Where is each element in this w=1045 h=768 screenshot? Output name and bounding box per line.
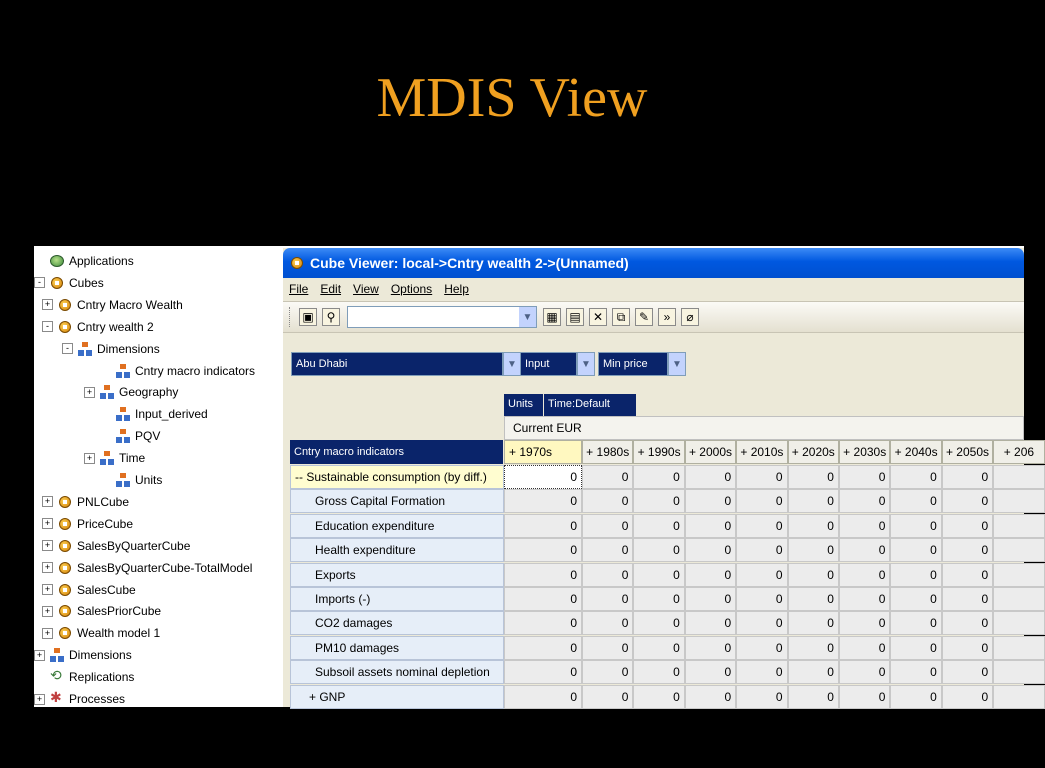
dimension-icon xyxy=(99,384,115,400)
processes-icon xyxy=(49,691,65,707)
dimension-filters xyxy=(283,334,1024,394)
data-cell[interactable]: 0 xyxy=(890,538,941,562)
data-cell[interactable]: 0 xyxy=(839,538,890,562)
data-cell[interactable]: 0 xyxy=(582,636,633,660)
menu-bar xyxy=(283,278,1024,300)
dimension-icon xyxy=(115,472,131,488)
data-cell[interactable]: 0 xyxy=(942,611,993,635)
column-header[interactable]: + 206 xyxy=(993,440,1044,464)
cube-viewer-window xyxy=(283,248,1035,707)
view-select[interactable] xyxy=(347,306,537,328)
collapse-icon[interactable]: - xyxy=(34,277,45,288)
expand-icon[interactable]: + xyxy=(42,584,53,595)
data-cell[interactable]: 0 xyxy=(504,465,582,489)
units-dimension-header[interactable]: Units xyxy=(504,394,544,416)
data-cell[interactable]: 0 xyxy=(839,685,890,709)
data-cell[interactable]: 0 xyxy=(685,563,736,587)
data-cell[interactable]: 0 xyxy=(942,587,993,611)
tree-item-label: Applications xyxy=(69,254,134,268)
cube-icon xyxy=(57,560,73,576)
tree-item[interactable] xyxy=(42,514,133,534)
data-cell[interactable]: 0 xyxy=(504,660,582,684)
data-cell[interactable]: 0 xyxy=(582,685,633,709)
tree-item[interactable] xyxy=(34,689,125,709)
tree-item[interactable] xyxy=(42,492,129,512)
data-cell[interactable] xyxy=(993,611,1044,635)
repository-tree xyxy=(34,246,282,707)
expand-icon[interactable]: + xyxy=(42,540,53,551)
save-view-icon[interactable]: ▣ xyxy=(299,308,317,326)
row-header[interactable]: Gross Capital Formation xyxy=(290,489,504,513)
data-cell[interactable]: 0 xyxy=(582,489,633,513)
tree-item[interactable] xyxy=(100,426,160,446)
expand-icon[interactable]: + xyxy=(34,650,45,661)
menu-edit[interactable]: Edit xyxy=(320,282,342,296)
data-cell[interactable]: 0 xyxy=(839,587,890,611)
data-cell[interactable]: 0 xyxy=(839,563,890,587)
data-cell[interactable]: 0 xyxy=(685,587,736,611)
column-header[interactable]: + 2050s xyxy=(942,440,993,464)
row-header[interactable]: Subsoil assets nominal depletion xyxy=(290,660,504,684)
tree-item-label: Time xyxy=(119,451,146,466)
row-header[interactable]: Health expenditure xyxy=(290,538,504,562)
menu-options[interactable]: Options xyxy=(390,282,433,296)
data-cell[interactable]: 0 xyxy=(890,636,941,660)
tree-item[interactable] xyxy=(42,623,160,643)
tree-item-label: PQV xyxy=(135,429,161,444)
data-cell[interactable]: 0 xyxy=(788,660,839,684)
data-cell[interactable]: 0 xyxy=(633,587,684,611)
tree-item[interactable] xyxy=(34,645,132,665)
grid-format-icon[interactable]: ▤ xyxy=(566,308,584,326)
chevron-down-icon[interactable]: ▼ xyxy=(503,352,521,376)
column-header[interactable]: + 1970s xyxy=(504,440,582,464)
data-cell[interactable] xyxy=(993,636,1044,660)
data-cell[interactable]: 0 xyxy=(839,636,890,660)
tree-item-label: Cntry Macro Wealth xyxy=(77,297,183,312)
expand-icon[interactable]: + xyxy=(84,387,95,398)
column-header[interactable]: + 2000s xyxy=(685,440,736,464)
tree-item-label: Cubes xyxy=(69,275,104,290)
data-cell[interactable]: 0 xyxy=(890,660,941,684)
expand-icon[interactable]: + xyxy=(42,299,53,310)
data-cell[interactable]: 0 xyxy=(633,489,684,513)
edit-note-icon[interactable]: ✎ xyxy=(635,308,653,326)
toolbar xyxy=(283,301,1024,333)
expand-icon[interactable]: + xyxy=(42,518,53,529)
data-cell[interactable]: 0 xyxy=(633,611,684,635)
data-cell[interactable]: 0 xyxy=(685,538,736,562)
row-header[interactable]: Education expenditure xyxy=(290,514,504,538)
data-cell[interactable]: 0 xyxy=(736,587,787,611)
column-header[interactable]: + 2020s xyxy=(788,440,839,464)
data-cell[interactable]: 0 xyxy=(788,465,839,489)
column-header[interactable]: + 1990s xyxy=(633,440,684,464)
cube-export-icon[interactable]: ⧉ xyxy=(612,308,630,326)
tree-item[interactable] xyxy=(42,601,161,621)
tree-item[interactable] xyxy=(62,339,160,359)
cube-icon xyxy=(57,538,73,554)
toolbar-grip-icon[interactable] xyxy=(289,307,293,327)
data-cell[interactable]: 0 xyxy=(582,660,633,684)
tree-item[interactable] xyxy=(100,404,208,424)
data-cell[interactable]: 0 xyxy=(890,489,941,513)
cube-icon xyxy=(57,297,73,313)
tree-item-label: Dimensions xyxy=(97,341,160,356)
data-cell[interactable]: 0 xyxy=(736,514,787,538)
data-cell[interactable]: 0 xyxy=(890,563,941,587)
dimension-icon xyxy=(77,341,93,357)
cube-icon xyxy=(57,494,73,510)
data-cell[interactable]: 0 xyxy=(633,538,684,562)
data-cell[interactable]: 0 xyxy=(788,563,839,587)
data-cell[interactable]: 0 xyxy=(685,611,736,635)
window-titlebar[interactable] xyxy=(283,248,1024,278)
data-cell[interactable]: 0 xyxy=(582,465,633,489)
tree-item-label: SalesByQuarterCube xyxy=(77,538,191,553)
row-header[interactable]: + GNP xyxy=(290,685,504,709)
dimension-icon xyxy=(49,647,65,663)
expand-icon[interactable]: + xyxy=(42,606,53,617)
data-cell[interactable]: 0 xyxy=(633,514,684,538)
tree-item-label: PNLCube xyxy=(77,494,130,509)
menu-help[interactable]: Help xyxy=(444,282,469,296)
data-cell[interactable]: 0 xyxy=(942,660,993,684)
collapse-icon[interactable]: - xyxy=(62,343,73,354)
tree-item-label: Wealth model 1 xyxy=(77,626,161,641)
data-cell[interactable]: 0 xyxy=(942,465,993,489)
column-header[interactable]: + 2010s xyxy=(736,440,787,464)
expand-icon[interactable]: + xyxy=(42,562,53,573)
data-cell[interactable]: 0 xyxy=(736,660,787,684)
data-cell[interactable]: 0 xyxy=(942,563,993,587)
cube-grid xyxy=(283,394,1035,707)
data-cell[interactable]: 0 xyxy=(685,465,736,489)
chevron-down-icon[interactable]: ▼ xyxy=(519,307,536,327)
tree-item[interactable] xyxy=(42,558,252,578)
find-view-icon[interactable]: ⚲ xyxy=(322,308,340,326)
data-cell[interactable]: 0 xyxy=(736,489,787,513)
tree-item-label: Cntry macro indicators xyxy=(135,363,256,378)
screenshot xyxy=(34,246,1035,707)
cube-icon xyxy=(57,582,73,598)
menu-file[interactable]: File xyxy=(289,282,309,296)
time-dimension-header[interactable]: Time:Default xyxy=(544,394,637,416)
data-cell[interactable]: 0 xyxy=(504,636,582,660)
unit-label: Current EUR xyxy=(504,416,1024,440)
tree-item[interactable] xyxy=(42,580,136,600)
data-cell[interactable]: 0 xyxy=(890,465,941,489)
dimension-icon xyxy=(115,428,131,444)
dimension-icon xyxy=(99,450,115,466)
tree-item[interactable] xyxy=(84,382,178,402)
data-cell[interactable]: 0 xyxy=(839,611,890,635)
data-cell[interactable]: 0 xyxy=(736,465,787,489)
data-cell[interactable]: 0 xyxy=(582,538,633,562)
data-cell[interactable] xyxy=(993,587,1044,611)
data-cell[interactable] xyxy=(993,489,1044,513)
tree-item[interactable] xyxy=(42,317,154,337)
cube-icon xyxy=(57,625,73,641)
tree-item-label: PriceCube xyxy=(77,516,134,531)
data-cell[interactable]: 0 xyxy=(839,514,890,538)
data-cell[interactable]: 0 xyxy=(685,636,736,660)
menu-view[interactable]: View xyxy=(353,282,379,296)
tree-item-label: SalesPriorCube xyxy=(77,604,162,619)
expand-icon[interactable]: + xyxy=(42,628,53,639)
data-cell[interactable]: 0 xyxy=(942,489,993,513)
data-cell[interactable]: 0 xyxy=(633,563,684,587)
expand-icon[interactable]: + xyxy=(84,453,95,464)
data-cell[interactable]: 0 xyxy=(788,685,839,709)
data-cell[interactable]: 0 xyxy=(942,685,993,709)
data-cell[interactable]: 0 xyxy=(633,636,684,660)
data-cell[interactable]: 0 xyxy=(736,611,787,635)
data-cell[interactable]: 0 xyxy=(736,636,787,660)
chevron-down-icon[interactable]: ▼ xyxy=(577,352,595,376)
replications-icon xyxy=(49,669,65,685)
cube-icon xyxy=(289,255,305,271)
data-cell[interactable]: 0 xyxy=(788,636,839,660)
data-cell[interactable]: 0 xyxy=(890,587,941,611)
data-cell[interactable]: 0 xyxy=(685,685,736,709)
data-cell[interactable]: 0 xyxy=(736,685,787,709)
data-cell[interactable]: 0 xyxy=(890,514,941,538)
tree-item-label: Units xyxy=(135,473,163,487)
applications-icon xyxy=(49,253,65,269)
data-cell[interactable]: 0 xyxy=(504,587,582,611)
row-header[interactable]: PM10 damages xyxy=(290,636,504,660)
data-cell[interactable]: 0 xyxy=(839,465,890,489)
data-cell[interactable]: 0 xyxy=(942,514,993,538)
data-cell[interactable]: 0 xyxy=(788,611,839,635)
cube-icon xyxy=(49,275,65,291)
data-cell[interactable]: 0 xyxy=(839,660,890,684)
column-header[interactable]: + 2030s xyxy=(839,440,890,464)
data-cell[interactable]: 0 xyxy=(504,538,582,562)
data-cell[interactable]: 0 xyxy=(685,660,736,684)
tree-item[interactable] xyxy=(34,667,134,687)
calculator-icon[interactable]: ▦ xyxy=(543,308,561,326)
row-dimension-header[interactable]: Cntry macro indicators xyxy=(290,440,504,464)
tree-item[interactable] xyxy=(100,470,162,490)
expand-icon[interactable]: + xyxy=(34,694,45,705)
pqv-select[interactable]: Min price xyxy=(598,352,668,376)
data-cell[interactable]: 0 xyxy=(504,685,582,709)
row-header[interactable]: -- Sustainable consumption (by diff.) xyxy=(290,465,504,489)
tree-item[interactable] xyxy=(100,361,255,381)
data-cell[interactable]: 0 xyxy=(788,489,839,513)
cube-icon xyxy=(57,319,73,335)
dimension-icon xyxy=(115,363,131,379)
expand-icon[interactable]: + xyxy=(42,496,53,507)
tree-item-label: Dimensions xyxy=(69,648,132,663)
data-cell[interactable]: 0 xyxy=(788,514,839,538)
clear-icon[interactable]: ⌀ xyxy=(681,308,699,326)
cube-icon xyxy=(57,516,73,532)
input-select[interactable]: Input xyxy=(520,352,577,376)
data-cell[interactable]: 0 xyxy=(890,685,941,709)
data-cell[interactable]: 0 xyxy=(504,563,582,587)
tree-item[interactable] xyxy=(42,536,190,556)
fast-forward-icon[interactable]: » xyxy=(658,308,676,326)
data-cell[interactable]: 0 xyxy=(504,514,582,538)
chevron-down-icon[interactable]: ▼ xyxy=(668,352,686,376)
tree-item[interactable] xyxy=(84,448,145,468)
column-header[interactable]: + 1980s xyxy=(582,440,633,464)
row-header[interactable]: Exports xyxy=(290,563,504,587)
data-cell[interactable]: 0 xyxy=(582,611,633,635)
dimension-icon xyxy=(115,406,131,422)
data-cell[interactable]: 0 xyxy=(685,489,736,513)
data-cell[interactable]: 0 xyxy=(633,685,684,709)
collapse-icon[interactable]: - xyxy=(42,321,53,332)
data-cell[interactable]: 0 xyxy=(582,514,633,538)
tree-item[interactable] xyxy=(34,251,134,271)
cube-icon xyxy=(57,603,73,619)
tree-item-label: SalesCube xyxy=(77,582,136,597)
data-cell[interactable] xyxy=(993,660,1044,684)
data-cell[interactable]: 0 xyxy=(788,538,839,562)
row-header[interactable]: Imports (-) xyxy=(290,587,504,611)
data-cell[interactable] xyxy=(993,465,1044,489)
data-cell[interactable] xyxy=(993,514,1044,538)
geography-select[interactable]: Abu Dhabi xyxy=(291,352,503,376)
slide-title: MDIS View xyxy=(376,67,648,129)
data-cell[interactable]: 0 xyxy=(582,563,633,587)
data-cell[interactable]: 0 xyxy=(942,538,993,562)
data-cell[interactable]: 0 xyxy=(633,660,684,684)
data-cell[interactable] xyxy=(993,538,1044,562)
tree-item[interactable] xyxy=(42,295,183,315)
tree-item-label: Replications xyxy=(69,670,135,685)
data-cell[interactable]: 0 xyxy=(582,587,633,611)
data-cell[interactable]: 0 xyxy=(633,465,684,489)
tree-item-label: Processes xyxy=(69,692,126,706)
window-title: Cube Viewer: local->Cntry wealth 2->(Unnamed) xyxy=(310,255,629,271)
data-cell[interactable]: 0 xyxy=(788,587,839,611)
tree-item-label: Input_derived xyxy=(135,407,208,422)
data-cell[interactable]: 0 xyxy=(942,636,993,660)
data-cell[interactable]: 0 xyxy=(839,489,890,513)
data-cell[interactable]: 0 xyxy=(504,611,582,635)
data-cell[interactable] xyxy=(993,563,1044,587)
tree-item-label: SalesByQuarterCube-TotalModel xyxy=(77,560,253,575)
tree-item-label: Cntry wealth 2 xyxy=(77,319,154,334)
data-cell[interactable]: 0 xyxy=(685,514,736,538)
column-header[interactable]: + 2040s xyxy=(890,440,941,464)
data-cell[interactable]: 0 xyxy=(736,538,787,562)
row-header[interactable]: CO2 damages xyxy=(290,611,504,635)
tree-item[interactable] xyxy=(34,273,104,293)
data-cell[interactable]: 0 xyxy=(736,563,787,587)
tree-item-label: Geography xyxy=(119,385,179,400)
data-cell[interactable]: 0 xyxy=(890,611,941,635)
export-excel-icon[interactable]: ✕ xyxy=(589,308,607,326)
data-cell[interactable] xyxy=(993,685,1044,709)
data-cell[interactable]: 0 xyxy=(504,489,582,513)
